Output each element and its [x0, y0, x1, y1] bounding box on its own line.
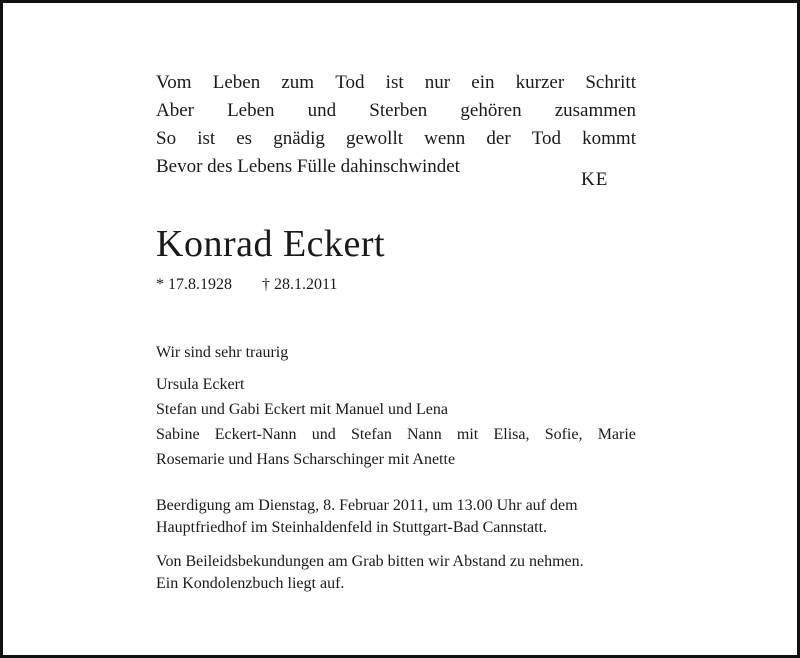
word: und: [307, 100, 337, 121]
word: Sabine: [156, 426, 200, 443]
word: ein: [471, 72, 495, 93]
word: Leben: [212, 72, 261, 93]
poem-line: Bevor des Lebens Fülle dahinschwindet: [156, 156, 460, 177]
word: Aber: [156, 100, 194, 121]
deceased-name: Konrad Eckert: [156, 223, 386, 265]
word: Elisa,: [493, 426, 530, 443]
word: ist: [385, 72, 404, 93]
family-member: Stefan und Gabi Eckert mit Manuel und Lena: [156, 401, 448, 418]
word: Schritt: [585, 72, 636, 93]
word: zusammen: [554, 100, 636, 121]
word: und: [311, 426, 336, 443]
poem-line: [156, 97, 636, 125]
poem-initials: KE: [581, 169, 609, 190]
life-dates: [156, 276, 337, 294]
word: Marie: [597, 426, 636, 443]
word: Leben: [227, 100, 275, 121]
word: gehören: [460, 100, 522, 121]
death-date: † 28.1.2011: [262, 276, 338, 293]
family-member: [156, 422, 636, 447]
obituary-content: [156, 69, 636, 592]
word: Sofie,: [544, 426, 583, 443]
poem: [156, 69, 636, 181]
word: Vom: [156, 72, 192, 93]
word: wenn: [424, 128, 466, 149]
word: kurzer: [515, 72, 565, 93]
poem-line: [156, 69, 636, 97]
condolence-line: Ein Kondolenzbuch liegt auf.: [156, 575, 345, 592]
family-member: Ursula Eckert: [156, 376, 245, 393]
word: So: [156, 128, 177, 149]
word: nur: [424, 72, 451, 93]
word: es: [236, 128, 253, 149]
word: gnädig: [273, 128, 325, 149]
word: der: [486, 128, 511, 149]
condolence-line: Von Beileidsbekundungen am Grab bitten wir Abstand zu nehmen.: [156, 553, 584, 570]
word: Stefan: [350, 426, 392, 443]
family-list: [156, 372, 636, 472]
poem-line: [156, 125, 636, 153]
word: Sterben: [369, 100, 428, 121]
funeral-line: Hauptfriedhof im Steinhaldenfeld in Stuttgart-Bad Cannstatt.: [156, 519, 548, 536]
word: Tod: [335, 72, 365, 93]
word: zum: [281, 72, 315, 93]
word: Tod: [531, 128, 562, 149]
birth-date: * 17.8.1928: [156, 276, 232, 293]
word: Nann: [407, 426, 442, 443]
word: kommt: [582, 128, 636, 149]
mourning-intro: Wir sind sehr traurig: [156, 344, 289, 361]
funeral-line: Beerdigung am Dienstag, 8. Februar 2011, um 13.00 Uhr auf dem: [156, 497, 578, 514]
word: gewollt: [346, 128, 404, 149]
condolence-notice: [156, 551, 636, 595]
word: ist: [197, 128, 216, 149]
word: Eckert-Nann: [214, 426, 297, 443]
funeral-notice: [156, 495, 636, 539]
word: mit: [456, 426, 479, 443]
family-member: Rosemarie und Hans Scharschinger mit Anette: [156, 451, 456, 468]
